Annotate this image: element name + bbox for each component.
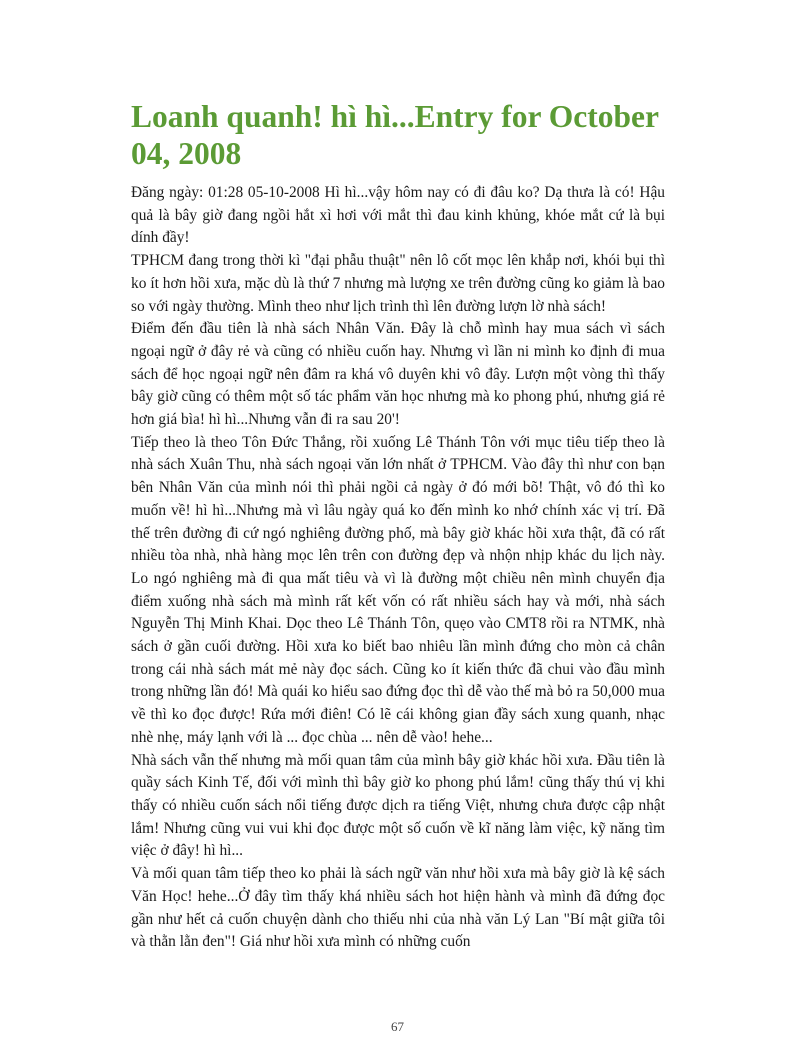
paragraph-nhan-van-bookstore: Điểm đến đầu tiên là nhà sách Nhân Văn. Đây là chỗ mình hay mua sách vì sách ngoại ngữ ở đây rẻ và cũng có nhiều cuốn hay. Nhưng vì lần ni mình ko định đi mua sách để học ngoại ngữ nên đâm ra khá vô duyên khi vô đây. Lượn một vòng thì thấy bây giờ cũng có thêm một số tác phẩm văn học nhưng mà ko phong phú, nhưng giá rẻ hơn giá bìa! hì hì...Nhưng vẫn đi ra sau 20'! xyxy=(131,320,665,429)
entry-body xyxy=(131,182,665,954)
paragraph-literature-shelf: Và mối quan tâm tiếp theo ko phải là sách ngữ văn như hồi xưa mà bây giờ là kệ sách Văn Học! hehe...Ở đây tìm thấy khá nhiều sách hot hiện hành và mình đã đứng đọc gần như hết cả cuốn chuyện dành cho thiếu nhi của nhà văn Lý Lan "Bí mật giữa tôi và thằn lằn đen"! Giá như hồi xưa mình có những cuốn xyxy=(131,865,665,951)
paragraph-economics-shelf: Nhà sách vẫn thế nhưng mà mối quan tâm của mình bây giờ khác hồi xưa. Đầu tiên là quầy sách Kinh Tế, đối với mình thì bây giờ ko phong phú lắm! cũng thấy thú vị khi thấy có nhiều cuốn sách nổi tiếng được dịch ra tiếng Việt, nhưng chưa được cập nhật lắm! Nhưng cũng vui vui khi đọc được một số cuốn về kĩ năng làm việc, kỹ năng tìm việc ở đây! hì hì... xyxy=(131,751,665,860)
paragraph-posted-date: Đăng ngày: 01:28 05-10-2008 Hì hì...vậy hôm nay có đi đâu ko? Dạ thưa là có! Hậu quả là bây giờ đang ngồi hắt xì hơi với mắt thì đau kinh khủng, khóe mắt cứ là bụi dính đầy! xyxy=(131,184,665,247)
paragraph-xuan-thu-and-ntmk: Tiếp theo là theo Tôn Đức Thắng, rồi xuống Lê Thánh Tôn với mục tiêu tiếp theo là nhà sách Xuân Thu, nhà sách ngoại văn lớn nhất ở TPHCM. Vào đây thì như con bạn bên Nhân Văn của mình nói thì phải ngồi cả ngày ở đó mới bõ! Thật, vô đó thì ko muốn về! hì hì...Nhưng mà vì lâu ngày quá ko đến mình ko nhớ chính xác vị trí. Đã thế trên đường đi cứ ngó nghiêng đường phố, mà bây giờ khác hồi xưa thật, đã có rất nhiều tòa nhà, nhà hàng mọc lên trên con đường đẹp và nhộn nhịp khác du lịch này. Lo ngó nghiêng mà đi qua mất tiêu và vì là đường một chiều nên mình chuyển địa điểm xuống nhà sách mà mình rất kết vốn có rất nhiều sách hay và mới, nhà sách Nguyễn Thị Minh Khai. Dọc theo Lê Thánh Tôn, quẹo vào CMT8 rồi ra NTMK, nhà sách ở gần cuối đường. Hồi xưa ko biết bao nhiêu lần mình đứng cho mòn cả chân trong cái nhà sách mát mẻ này đọc sách. Cũng ko ít kiến thức đã chui vào đầu mình trong những lần đó! Mà quái ko hiểu sao đứng đọc thì dễ vào thế mà bỏ ra 50,000 mua về thì ko đọc được! Rứa mới điên! Có lẽ cái không gian đầy sách xung quanh, nhạc nhè nhẹ, máy lạnh với là ... đọc chùa ... nên dễ vào! hehe... xyxy=(131,433,665,746)
paragraph-city-traffic: TPHCM đang trong thời kì "đại phẫu thuật" nên lô cốt mọc lên khắp nơi, khói bụi thì ko ít hơn hồi xưa, mặc dù là thứ 7 nhưng mà lượng xe trên đường cũng ko giảm là bao so với ngày thường. Mình theo như lịch trình thì lên đường lượn lờ nhà sách! xyxy=(131,252,665,315)
entry-title: Loanh quanh! hì hì...Entry for October 04, 2008 xyxy=(131,99,659,171)
page-number: 67 xyxy=(391,1019,404,1034)
